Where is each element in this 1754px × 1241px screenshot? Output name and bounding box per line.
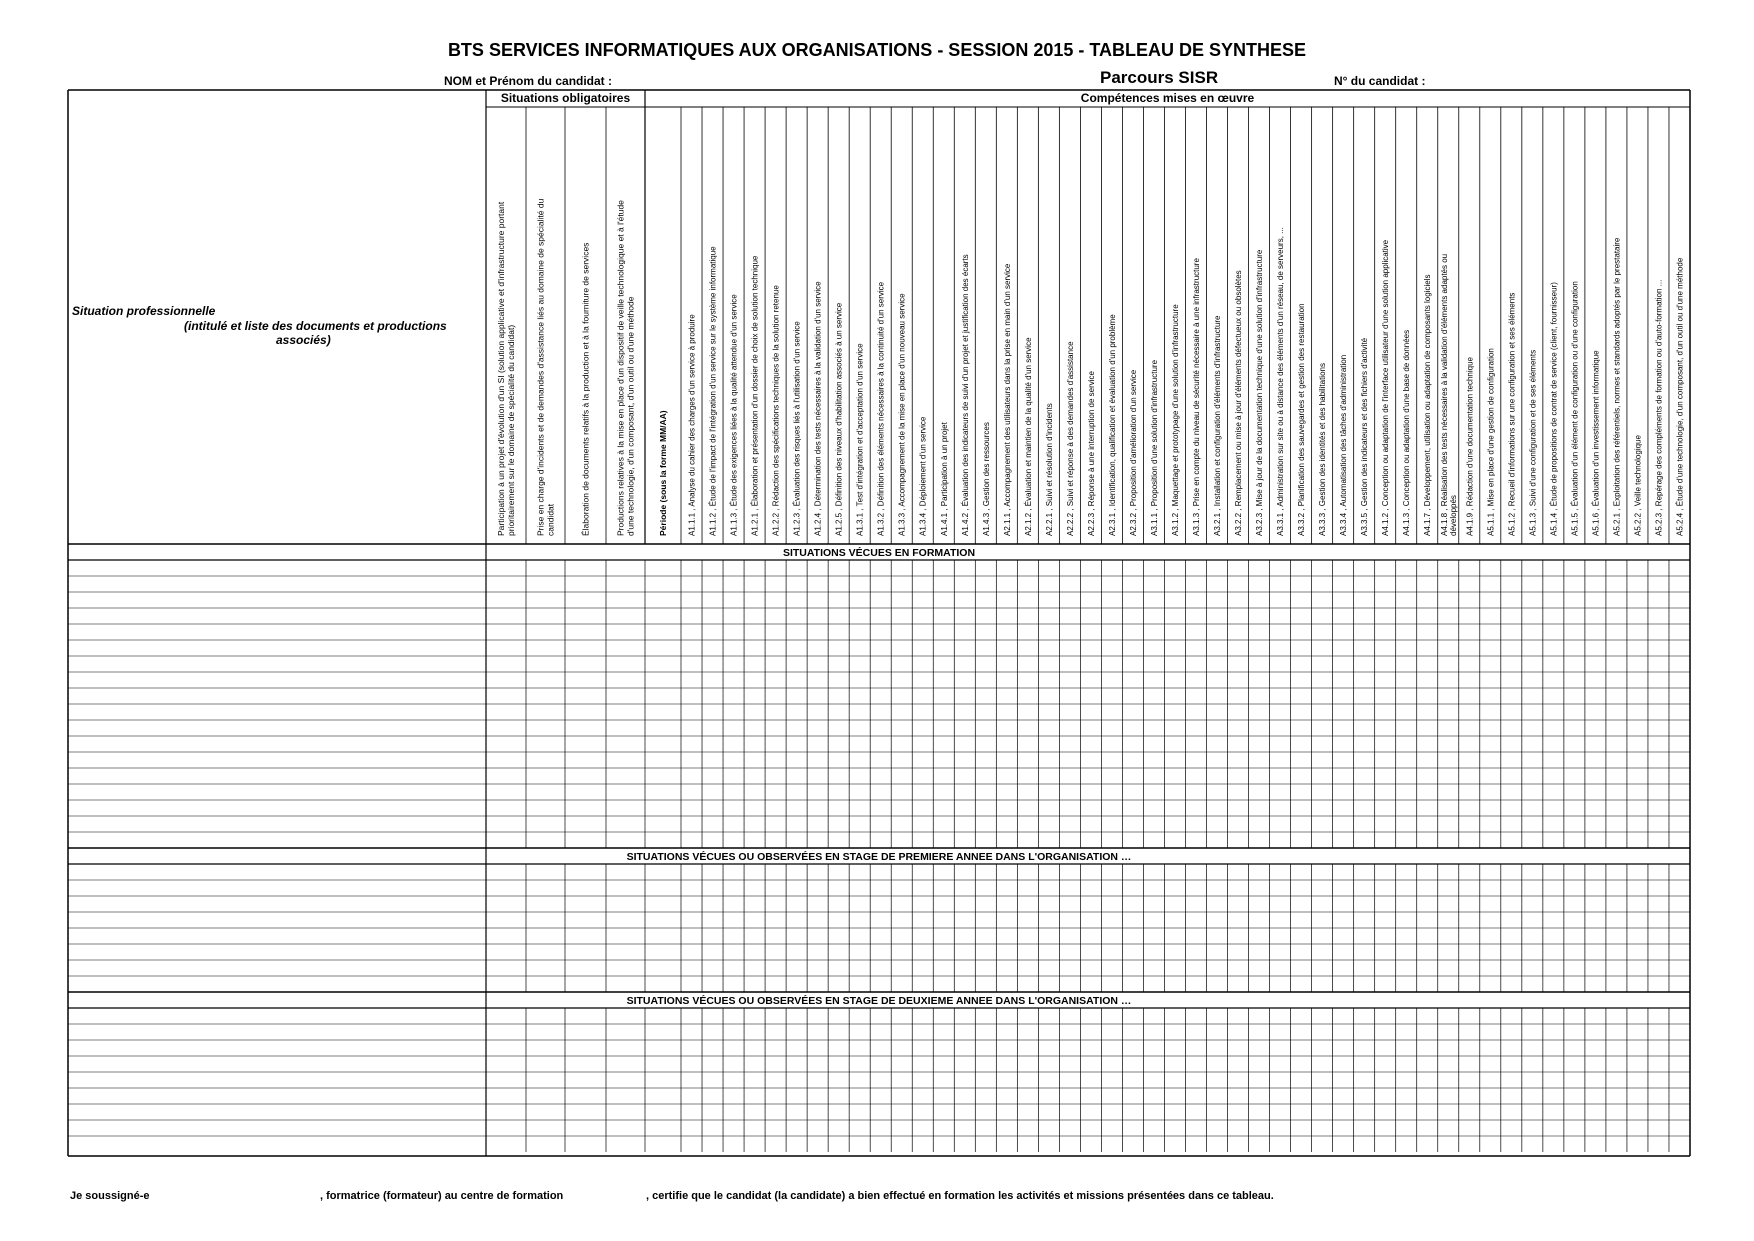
competence-label: A1.4.1 , Participation à un projet — [939, 422, 949, 536]
situation-pro-subtitle-2: associés) — [276, 333, 331, 347]
competence-label: A2.3.2 , Proposition d'amélioration d'un service — [1128, 369, 1138, 536]
competence-label: A1.3.3 , Accompagnement de la mise en place d'un nouveau service — [897, 293, 907, 536]
competences-header: Compétences mises en œuvre — [1080, 91, 1255, 105]
competence-label: A1.1.1 , Analyse du cahier des charges d'un service à produire — [687, 314, 697, 536]
competence-label: A1.1.2 , Étude de l'impact de l'intégration d'un service sur le système informatique — [708, 246, 718, 536]
competence-label: A3.1.2 , Maquettage et prototypage d'une solution d'infrastructure — [1170, 304, 1180, 536]
competence-label: A3.2.2 , Remplacement ou mise à jour d'éléments défectueux ou obsolètes — [1234, 270, 1244, 536]
footer-training-center: , formatrice (formateur) au centre de formation — [320, 1190, 564, 1202]
competence-label: A3.2.1 , Installation et configuration d'éléments d'infrastructure — [1213, 315, 1223, 536]
section-title: SITUATIONS VÉCUES OU OBSERVÉES EN STAGE DE DEUXIEME ANNEE DANS L'ORGANISATION … — [626, 995, 1132, 1007]
competence-label: A2.1.1 , Accompagnement des utilisateurs dans la prise en main d'un service — [1002, 263, 1012, 536]
competence-label: A3.2.3 , Mise à jour de la documentation technique d'une solution d'infrastructure — [1255, 249, 1265, 536]
competence-label: A1.4.2 , Évaluation des indicateurs de suivi d'un projet et justification des écarts — [960, 254, 970, 536]
mandatory-situation-label: Productions relatives à la mise en place d'un dispositif de veille technologique et à l'étude — [615, 200, 626, 536]
competence-label: A5.1.6 , Évaluation d'un investissement informatique — [1591, 350, 1601, 536]
competence-label: A1.2.2 , Rédaction des spécifications techniques de la solution retenue — [771, 285, 781, 536]
competence-label: A1.3.2 , Définition des éléments nécessaires à la continuité d'un service — [876, 281, 886, 536]
competence-label: A1.2.1 , Élaboration et présentation d'un dossier de choix de solution technique — [750, 255, 760, 536]
candidate-name-label: NOM et Prénom du candidat : — [444, 74, 613, 88]
competence-label: A3.3.4 , Automatisation des tâches d'administration — [1339, 354, 1349, 536]
document-title: BTS SERVICES INFORMATIQUES AUX ORGANISATIONS - SESSION 2015 - TABLEAU DE SYNTHESE — [447, 40, 1307, 60]
competence-label: A1.1.3 , Étude des exigences liées à la qualité attendue d'un service — [729, 294, 739, 536]
competence-label: A1.3.1 , Test d'intégration et d'acceptation d'un service — [855, 343, 865, 536]
competence-label: A2.3.1 , Identification, qualification et évaluation d'un problème — [1107, 314, 1117, 536]
competence-label: A5.2.4 , Étude d'une technologie, d'un composant, d'un outil ou d'une méthode — [1675, 257, 1685, 536]
competence-label: A1.2.5 , Définition des niveaux d'habilitation associés à un service — [834, 302, 844, 536]
competence-label: A4.1.2 , Conception ou adaptation de l'interface utilisateur d'une solution applicative — [1381, 239, 1391, 536]
competence-label: A2.2.3 , Réponse à une interruption de service — [1086, 371, 1096, 536]
situation-pro-subtitle: (intitulé et liste des documents et productions — [184, 319, 447, 333]
competence-label: A5.2.1 , Exploitation des référentiels, normes et standards adoptés par le prestataire — [1612, 237, 1622, 536]
footer-signatory: Je soussigné-e — [70, 1190, 150, 1202]
mandatory-situation-label: Prise en charge d'incidents et de demandes d'assistance liés au domaine de spécialité du — [535, 198, 546, 536]
situations-obligatoires-header: Situations obligatoires — [500, 91, 631, 105]
competence-label: A2.2.1 , Suivi et résolution d'incidents — [1044, 403, 1054, 536]
periode-header: Période (sous la forme MM/AA) — [658, 410, 668, 536]
competence-label: A3.3.3 , Gestion des identités et des habilitations — [1318, 363, 1328, 536]
mandatory-situation-label: candidat — [545, 503, 556, 536]
competence-label: A4.1.9 , Rédaction d'une documentation technique — [1465, 357, 1475, 536]
competence-label: A4.1.3 , Conception ou adaptation d'une base de données — [1402, 329, 1412, 536]
mandatory-situation-label: d'une technologie, d'un composant, d'un outil ou d'une méthode — [625, 296, 636, 536]
section-title: SITUATIONS VÉCUES EN FORMATION — [782, 547, 976, 559]
competence-label: A3.1.3 , Prise en compte du niveau de sécurité nécessaire à une infrastructure — [1192, 258, 1202, 536]
competence-label: A3.3.2 , Planification des sauvegardes et gestion des restauration — [1297, 303, 1307, 536]
competence-label: A5.2.3 , Repérage des compléments de formation ou d'auto-formation ... — [1654, 279, 1664, 536]
competence-label: A5.1.5 , Évaluation d'un élément de configuration ou d'une configuration — [1570, 281, 1580, 536]
competence-label: A1.4.3 , Gestion des ressources — [981, 422, 991, 536]
competence-label: A3.1.1 , Proposition d'une solution d'infrastructure — [1149, 359, 1159, 536]
mandatory-situation-label: Élaboration de documents relatifs à la production et à la fourniture de services — [580, 242, 591, 536]
candidate-number-label: N° du candidat : — [1334, 74, 1426, 88]
competence-label: A2.1.2 , Évaluation et maintien de la qualité d'un service — [1023, 337, 1033, 536]
competence-label: A3.3.1 , Administration sur site ou à distance des éléments d'un réseau, de serveurs, ... — [1276, 227, 1286, 536]
competence-label: A5.1.3 , Suivi d'une configuration et de ses éléments — [1528, 349, 1538, 536]
competence-label: A5.1.2 , Recueil d'informations sur une configuration et ses éléments — [1507, 292, 1517, 536]
footer-certification: , certifie que le candidat (la candidate) a bien effectué en formation les activités et missions présentées dans ce tableau. — [646, 1190, 1274, 1202]
competence-label: A2.2.2 , Suivi et réponse à des demandes d'assistance — [1065, 341, 1075, 536]
mandatory-situation-label: prioritairement sur le domaine de spécialité du candidat) — [506, 324, 516, 536]
mandatory-situation-label: Participation à un projet d'évolution d'un SI (solution applicative et d'infrastructure portant — [496, 201, 506, 536]
competence-label: A3.3.5 , Gestion des indicateurs et des fichiers d'activité — [1360, 337, 1370, 536]
competence-label: A1.2.3 , Évaluation des risques liés à l'utilisation d'un service — [792, 321, 802, 536]
situation-pro-title: Situation professionnelle — [72, 304, 216, 318]
section-title: SITUATIONS VÉCUES OU OBSERVÉES EN STAGE DE PREMIERE ANNEE DANS L'ORGANISATION … — [626, 851, 1132, 863]
competence-label: A4.1.8 , Réalisation des tests nécessaires à la validation d'éléments adaptés ou — [1439, 253, 1449, 536]
competence-label: A5.1.4 , Étude de propositions de contrat de service (client, fournisseur) — [1549, 282, 1559, 536]
competence-label: A5.2.2 , Veille technologique — [1633, 435, 1643, 536]
competence-label: A1.2.4 , Détermination des tests nécessaires à la validation d'un service — [813, 281, 823, 536]
competence-label: A4.1.7 , Développement, utilisation ou adaptation de composants logiciels — [1423, 274, 1433, 536]
competence-label: A1.3.4 , Déploiement d'un service — [918, 416, 928, 536]
parcours-label: Parcours SISR — [1100, 68, 1219, 87]
competence-label: A5.1.1 , Mise en place d'une gestion de configuration — [1486, 348, 1496, 536]
competence-label: développés — [1448, 495, 1458, 536]
